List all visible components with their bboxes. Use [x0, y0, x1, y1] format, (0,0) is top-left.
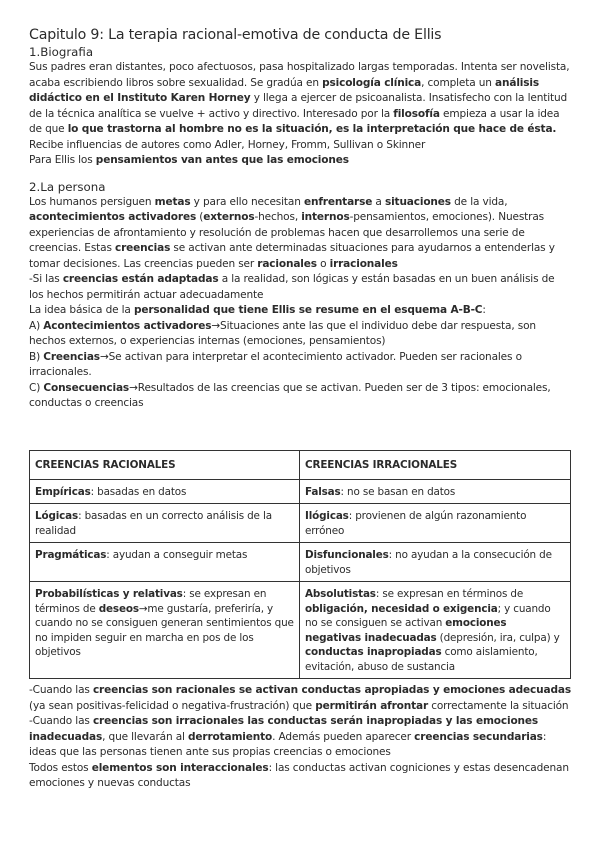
table-cell: [30, 582, 300, 679]
text-run: : ayudan a conseguir metas: [106, 549, 248, 561]
text-run: Para Ellis los: [29, 154, 96, 166]
bold-text: obligación, necesidad o exigencia: [305, 602, 498, 615]
text-run: : ideas que las personas tienen ante sus propias creencias o emociones: [29, 730, 547, 758]
bold-text: conductas inapropiadas: [305, 646, 442, 658]
text-run: a la realidad, son lógicas y están basadas en un buen análisis de los hechos permitirán actuar adecuadamente: [29, 273, 555, 301]
text-run: →Resultados de las creencias que se activan. Pueden ser de 3 tipos: emocionales, conductas o creencias: [29, 381, 551, 409]
table-header-racionales: CREENCIAS RACIONALES: [30, 451, 300, 480]
creencias-table: [29, 450, 571, 679]
table-cell: [300, 582, 571, 679]
text-run: -Cuando las: [29, 715, 93, 727]
text-run: ; y cuando no se consiguen se activan: [305, 602, 551, 629]
text-run: , completa un: [421, 76, 496, 89]
text-run: : no se basan en datos: [340, 485, 456, 498]
table-cell: [30, 543, 300, 582]
bold-text: personalidad que tiene Ellis se resume en el esquema A-B-C: [133, 304, 483, 316]
text-run: y llega a ejercer de psicoanalista. Insatisfecho con la lentitud de la técnica analítica se vuelve + activo y directivo. Interesado por la: [29, 92, 568, 120]
bold-text: Pragmáticas: [35, 549, 107, 561]
bold-text: Ilógicas: [305, 510, 349, 522]
table-cell: [300, 543, 571, 582]
bold-text: Creencias: [43, 350, 100, 363]
bold-text: Acontecimientos activadores: [43, 319, 212, 332]
text-run: Recibe influencias de autores como Adler, Horney, Fromm, Sullivan o Skinner: [29, 138, 426, 151]
bold-text: Probabilísticas y relativas: [35, 588, 183, 600]
bold-text: creencias: [115, 242, 171, 254]
text-run: o: [316, 257, 330, 270]
text-run: →Se activan para interpretar el acontecimiento activador. Pueden ser racionales o irracionales.: [29, 350, 522, 378]
text-run: A): [29, 319, 44, 332]
text-run: Sus padres eran distantes, poco afectuosos, pasa hospitalizado largas temporadas. Intenta ser novelista, acaba escribiendo libros sobre sexualidad. Se gradúa en: [29, 61, 570, 89]
bold-text: externos: [203, 211, 255, 223]
table-cell: [300, 479, 571, 504]
text-run: -pensamientos, emociones). Nuestras experiencias de afrontamiento y resolución de problemas hacen que desarrollemos una serie de creencias. Estas: [29, 211, 544, 254]
text-run: , que llevarán al: [102, 730, 188, 743]
text-run: : provienen de algún razonamiento erróneo: [305, 510, 527, 537]
text-run: (depresión, ira, culpa) y: [436, 631, 560, 644]
paragraph: [29, 381, 571, 412]
paragraph: [29, 714, 571, 761]
bold-text: creencias están adaptadas: [62, 273, 219, 285]
bold-text: creencias son racionales se activan conductas apropiadas y emociones adecuadas: [92, 684, 571, 696]
table-row: [30, 479, 571, 504]
text-run: Los humanos persiguen: [29, 195, 155, 208]
bold-text: creencias secundarias: [414, 730, 543, 743]
bold-text: derrotamiento: [188, 730, 273, 743]
bold-text: metas: [154, 195, 191, 208]
paragraph: [29, 60, 571, 153]
text-run: : no ayudan a la consecución de objetivos: [305, 549, 552, 576]
table-cell: [30, 504, 300, 543]
paragraph: [29, 195, 571, 273]
bold-text: internos: [301, 211, 350, 223]
table-cell: [300, 504, 571, 543]
text-run: Todos estos: [29, 761, 92, 774]
text-run: de la vida,: [450, 195, 508, 208]
text-run: -Si las: [29, 273, 63, 285]
paragraph: [29, 683, 571, 714]
text-run: : basadas en datos: [90, 485, 187, 498]
table-cell: [30, 479, 300, 504]
bold-text: Empíricas: [35, 485, 91, 498]
bold-text: creencias son irracionales las conductas serán inapropiadas y las emociones inadecuadas: [29, 715, 539, 743]
paragraph: [29, 761, 571, 792]
bold-text: Absolutistas: [305, 588, 376, 600]
section-heading-biografia: 1.Biografia: [29, 45, 94, 59]
text-run: (ya sean positivas-felicidad o negativa-frustración) que: [29, 699, 316, 712]
text-run: →me gustaría, preferiría, y cuando no se consiguen generan sentimientos que no impiden seguir en marcha en pos de los objetivos: [35, 602, 294, 658]
text-run: correctamente la situación: [428, 699, 569, 712]
text-run: y para ello necesitan: [190, 195, 304, 208]
table-header-irracionales: CREENCIAS IRRACIONALES: [300, 451, 571, 480]
bold-text: Consecuencias: [43, 381, 130, 394]
bold-text: lo que trastorna al hombre no es la situación, es la interpretación que hace de ésta.: [67, 123, 557, 135]
text-run: como aislamiento, evitación, abuso de sustancia: [305, 646, 538, 673]
paragraph: [29, 350, 571, 381]
text-run: se activan ante determinadas situaciones para ayudarnos a entenderlas y tomar decisiones. Las creencias pueden ser: [29, 242, 555, 270]
text-run: :: [482, 304, 486, 316]
page-title: Capitulo 9: La terapia racional-emotiva de conducta de Ellis: [29, 27, 442, 43]
bold-text: racionales: [257, 257, 317, 270]
table-header-row: [30, 451, 571, 480]
paragraph: [29, 153, 571, 169]
table-row: [30, 504, 571, 543]
text-run: -Cuando las: [29, 684, 93, 696]
bold-text: enfrentarse: [303, 195, 373, 208]
text-run: empieza a usar la idea de que: [29, 107, 560, 135]
table-row: [30, 543, 571, 582]
text-run: a: [372, 195, 385, 208]
bold-text: elementos son interaccionales: [91, 761, 269, 774]
bold-text: emociones negativas inadecuadas: [305, 617, 507, 644]
table-row: [30, 582, 571, 679]
text-run: . Además pueden aparecer: [272, 730, 415, 743]
bold-text: permitirán afrontar: [315, 699, 429, 712]
text-run: (: [196, 211, 204, 223]
text-run: : se expresan en términos de: [35, 588, 267, 615]
paragraph: [29, 319, 571, 350]
section-heading-la-persona: 2.La persona: [29, 179, 106, 194]
conclusions: [29, 683, 571, 792]
text-run: : las conductas activan cogniciones y estas desencadenan emociones y nuevas conductas: [29, 761, 569, 789]
text-run: : se expresan en términos de: [375, 588, 524, 600]
bold-text: Falsas: [305, 485, 341, 498]
bold-text: situaciones: [384, 195, 451, 208]
bold-text: pensamientos van antes que las emociones: [95, 154, 349, 166]
bold-text: filosofía: [393, 107, 440, 120]
bold-text: irracionales: [329, 257, 398, 270]
document-body: [29, 26, 571, 412]
text-run: C): [29, 381, 44, 394]
text-run: →Situaciones ante las que el individuo debe dar respuesta, son hechos externos, o experiencias internas (emociones, pensamientos): [29, 319, 536, 347]
bold-text: Lógicas: [35, 510, 79, 522]
paragraph: [29, 303, 571, 319]
paragraph: [29, 272, 571, 303]
bold-text: análisis didáctico en el Instituto Karen Horney: [29, 76, 539, 104]
bold-text: deseos: [98, 602, 139, 615]
bold-text: psicología clínica: [322, 76, 422, 89]
text-run: -hechos,: [254, 211, 302, 223]
text-run: La idea básica de la: [29, 304, 134, 316]
text-run: : basadas en un correcto análisis de la realidad: [35, 510, 272, 537]
bold-text: Disfuncionales: [305, 549, 389, 561]
bold-text: acontecimientos activadores: [29, 211, 197, 223]
text-run: B): [29, 350, 44, 363]
